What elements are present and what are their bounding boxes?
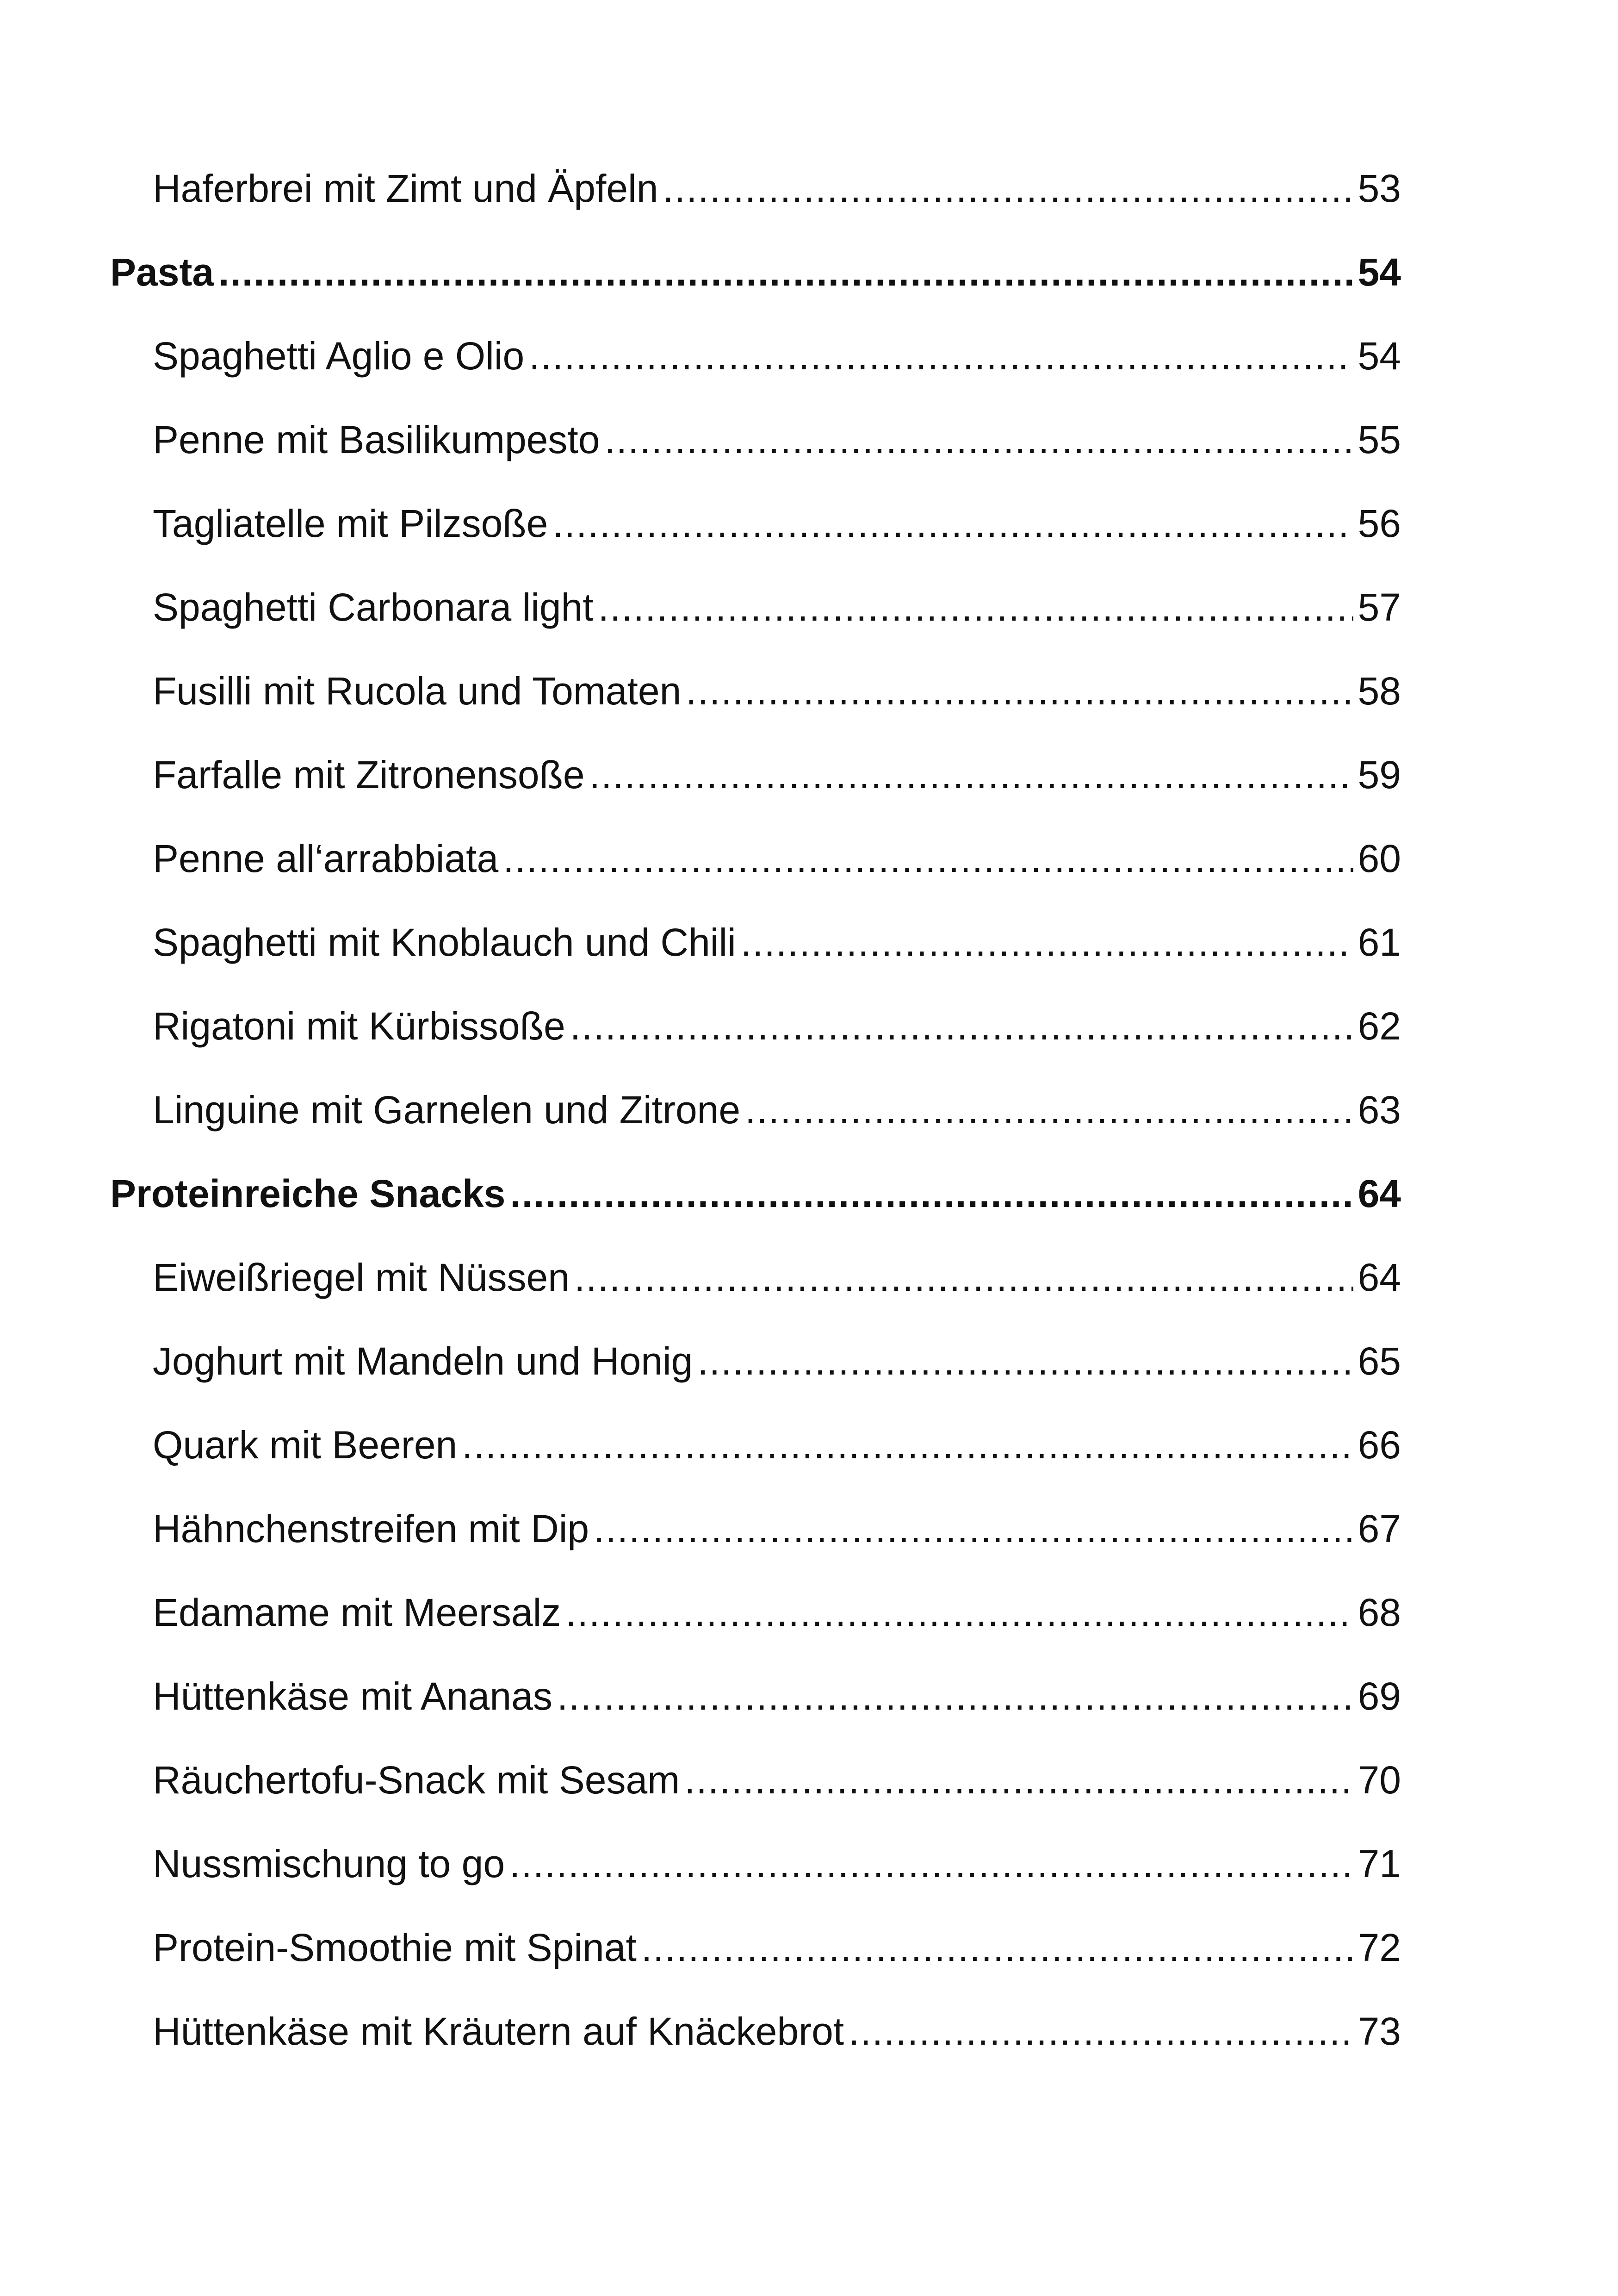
toc-entry-edamame[interactable] (110, 1589, 1401, 1673)
toc-entry-title: Quark mit Beeren (153, 1423, 458, 1467)
toc-entry-title: Haferbrei mit Zimt und Äpfeln (153, 167, 658, 210)
toc-entry-title: Hüttenkäse mit Kräutern auf Knäckebrot (153, 2010, 844, 2053)
toc-entry-title: Linguine mit Garnelen und Zitrone (153, 1088, 741, 1132)
toc-page-number: 56 (1358, 502, 1401, 545)
toc-entry-title: Hüttenkäse mit Ananas (153, 1674, 552, 1718)
toc-page-number: 62 (1358, 1004, 1401, 1048)
toc-entry-title: Penne mit Basilikumpesto (153, 418, 600, 461)
dot-leader (697, 1338, 1353, 1384)
toc-entry-title: Hähnchenstreifen mit Dip (153, 1507, 589, 1550)
toc-page-number: 61 (1358, 921, 1401, 964)
toc-page-number: 60 (1358, 837, 1401, 880)
toc-entry-huettenkaese-ananas[interactable] (110, 1673, 1401, 1757)
toc-entry-haferbrei[interactable] (110, 165, 1401, 249)
toc-entry-title: Nussmischung to go (153, 1842, 505, 1885)
dot-leader (565, 1589, 1353, 1636)
toc-page-number: 58 (1358, 669, 1401, 713)
dot-leader (509, 1841, 1353, 1887)
toc-entry-fusilli[interactable] (110, 668, 1401, 752)
toc-entry-spaghetti-aglio[interactable] (110, 333, 1401, 417)
toc-page-number: 57 (1358, 585, 1401, 629)
toc-entry-title: Edamame mit Meersalz (153, 1591, 561, 1634)
toc-entry-title: Spaghetti Carbonara light (153, 585, 594, 629)
toc-entry-spaghetti-chili[interactable] (110, 919, 1401, 1003)
dot-leader (641, 1924, 1353, 1971)
toc-page-number: 66 (1358, 1423, 1401, 1467)
dot-leader (598, 584, 1353, 630)
toc-page-number: 69 (1358, 1674, 1401, 1718)
toc-page-number: 68 (1358, 1591, 1401, 1634)
toc-entry-rigatoni[interactable] (110, 1003, 1401, 1087)
toc-entry-title: Fusilli mit Rucola und Tomaten (153, 669, 682, 713)
toc-entry-tagliatelle[interactable] (110, 500, 1401, 584)
dot-leader (604, 417, 1353, 463)
dot-leader (574, 1254, 1353, 1300)
toc-section-title: Proteinreiche Snacks (110, 1172, 506, 1215)
toc-entry-eiweissriegel[interactable] (110, 1254, 1401, 1338)
dot-leader (218, 249, 1353, 295)
toc-page-number: 59 (1358, 753, 1401, 796)
toc-page-number: 64 (1358, 1172, 1401, 1215)
dot-leader (684, 1757, 1353, 1803)
toc-page-number: 55 (1358, 418, 1401, 461)
dot-leader (745, 1087, 1353, 1133)
toc-page-number: 64 (1358, 1256, 1401, 1299)
toc-page-number: 72 (1358, 1926, 1401, 1969)
toc-page-number: 54 (1358, 334, 1401, 378)
toc-entry-title: Spaghetti mit Knoblauch und Chili (153, 921, 736, 964)
toc-section-title: Pasta (110, 250, 214, 294)
toc-entry-farfalle[interactable] (110, 752, 1401, 835)
toc-entry-huettenkaese-kraeuter[interactable] (110, 2008, 1401, 2092)
dot-leader (570, 1003, 1353, 1049)
toc-entry-title: Farfalle mit Zitronensoße (153, 753, 585, 796)
dot-leader (503, 835, 1353, 882)
toc-entry-nussmischung[interactable] (110, 1841, 1401, 1924)
toc-entry-title: Joghurt mit Mandeln und Honig (153, 1339, 693, 1383)
toc-page-number: 65 (1358, 1339, 1401, 1383)
toc-entry-title: Protein-Smoothie mit Spinat (153, 1926, 637, 1969)
toc-entry-title: Tagliatelle mit Pilzsoße (153, 502, 548, 545)
dot-leader (557, 1673, 1353, 1719)
dot-leader (686, 668, 1353, 714)
dot-leader (529, 333, 1353, 379)
toc-entry-joghurt[interactable] (110, 1338, 1401, 1422)
toc-page-number: 54 (1358, 250, 1401, 294)
toc-page-number: 67 (1358, 1507, 1401, 1550)
toc-entry-title: Penne all‘arrabbiata (153, 837, 499, 880)
toc-entry-penne-arrabbiata[interactable] (110, 835, 1401, 919)
toc-page-number: 70 (1358, 1758, 1401, 1802)
toc-page-number: 73 (1358, 2010, 1401, 2053)
toc-page-number: 63 (1358, 1088, 1401, 1132)
dot-leader (589, 752, 1353, 798)
toc-entry-protein-smoothie[interactable] (110, 1924, 1401, 2008)
toc-entry-quark[interactable] (110, 1422, 1401, 1506)
dot-leader (741, 919, 1353, 965)
toc-entry-raeuchertofu[interactable] (110, 1757, 1401, 1841)
toc-page-number: 71 (1358, 1842, 1401, 1885)
toc-entry-title: Rigatoni mit Kürbissoße (153, 1004, 565, 1048)
toc-entry-title: Räuchertofu-Snack mit Sesam (153, 1758, 680, 1802)
toc-page-number: 53 (1358, 167, 1401, 210)
dot-leader (510, 1170, 1353, 1217)
dot-leader (663, 165, 1353, 212)
toc-entry-carbonara[interactable] (110, 584, 1401, 668)
toc-entry-linguine[interactable] (110, 1087, 1401, 1170)
toc-section-pasta[interactable] (110, 249, 1401, 333)
toc-entry-haehnchenstreifen[interactable] (110, 1506, 1401, 1589)
toc-entry-title: Spaghetti Aglio e Olio (153, 334, 525, 378)
dot-leader (594, 1506, 1353, 1552)
dot-leader (849, 2008, 1353, 2054)
table-of-contents (110, 165, 1401, 2092)
toc-entry-title: Eiweißriegel mit Nüssen (153, 1256, 570, 1299)
toc-section-proteinreiche-snacks[interactable] (110, 1170, 1401, 1254)
dot-leader (462, 1422, 1353, 1468)
toc-entry-penne-pesto[interactable] (110, 417, 1401, 500)
dot-leader (552, 500, 1353, 547)
